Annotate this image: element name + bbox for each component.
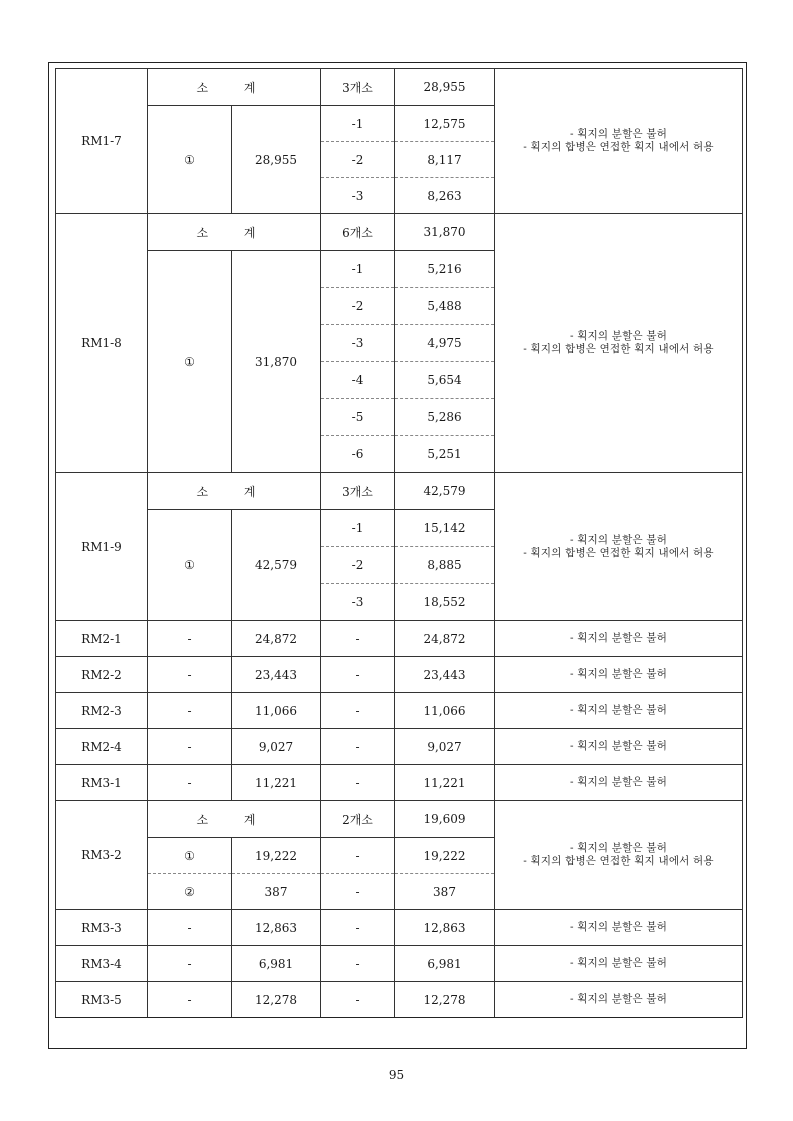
block-id: RM3-1: [56, 765, 148, 801]
group-mark: ①: [148, 510, 232, 621]
group-mark: -: [148, 657, 232, 693]
group-mark: -: [148, 693, 232, 729]
note-line: - 획지의 분할은 불허: [569, 128, 668, 140]
parcel-no: -: [321, 838, 395, 874]
group-area: 24,872: [232, 621, 321, 657]
parcel-no: -3: [321, 178, 395, 214]
block-id: RM3-3: [56, 910, 148, 946]
parcel-no: -: [321, 874, 395, 910]
group-mark: ②: [148, 874, 232, 910]
subtotal-label: 소 계: [148, 473, 321, 510]
block-note: [495, 801, 743, 910]
note-line: - 획지의 분할은 불허: [569, 776, 668, 788]
parcel-area: 8,263: [395, 178, 495, 214]
total-area: 24,872: [395, 621, 495, 657]
parcel-area: 5,488: [395, 288, 495, 325]
parcel-area: 18,552: [395, 584, 495, 621]
block-note: [495, 473, 743, 621]
table-row: [56, 214, 743, 251]
parcel-no: -: [321, 910, 395, 946]
block-note: [495, 982, 743, 1018]
parcel-area: 5,654: [395, 362, 495, 399]
note-line: - 획지의 합병은 연접한 획지 내에서 허용: [523, 343, 714, 355]
block-id: RM1-7: [56, 69, 148, 214]
block-id: RM1-8: [56, 214, 148, 473]
parcel-no: -2: [321, 547, 395, 584]
note-line: - 획지의 분할은 불허: [569, 632, 668, 644]
block-note: [495, 657, 743, 693]
total-area: 12,863: [395, 910, 495, 946]
table-row: [56, 801, 743, 838]
note-line: - 획지의 분할은 불허: [569, 993, 668, 1005]
table-row: [56, 657, 743, 693]
block-id: RM3-5: [56, 982, 148, 1018]
subtotal-label: 소 계: [148, 214, 321, 251]
parcel-no: -: [321, 621, 395, 657]
group-mark: -: [148, 729, 232, 765]
block-id: RM1-9: [56, 473, 148, 621]
note-line: - 획지의 분할은 불허: [569, 842, 668, 854]
block-id: RM2-3: [56, 693, 148, 729]
parcel-area: 4,975: [395, 325, 495, 362]
total-area: 6,981: [395, 946, 495, 982]
group-area: 12,863: [232, 910, 321, 946]
total-area: 11,221: [395, 765, 495, 801]
table-row: [56, 946, 743, 982]
note-line: - 획지의 분할은 불허: [569, 330, 668, 342]
parcel-count: 2개소: [321, 801, 395, 838]
parcel-no: -6: [321, 436, 395, 473]
block-id: RM3-4: [56, 946, 148, 982]
parcel-no: -2: [321, 288, 395, 325]
group-area: 11,066: [232, 693, 321, 729]
note-line: - 획지의 분할은 불허: [569, 740, 668, 752]
parcel-no: -: [321, 657, 395, 693]
parcel-count: 3개소: [321, 473, 395, 510]
parcel-no: -4: [321, 362, 395, 399]
table-row: [56, 982, 743, 1018]
note-line: - 획지의 분할은 불허: [569, 957, 668, 969]
group-area: 6,981: [232, 946, 321, 982]
parcel-area: 5,251: [395, 436, 495, 473]
subtotal-area: 42,579: [395, 473, 495, 510]
total-area: 12,278: [395, 982, 495, 1018]
parcel-no: -5: [321, 399, 395, 436]
group-mark: -: [148, 621, 232, 657]
table-row: [56, 473, 743, 510]
block-note: [495, 910, 743, 946]
parcel-area: 15,142: [395, 510, 495, 547]
note-line: - 획지의 분할은 불허: [569, 704, 668, 716]
parcel-no: -1: [321, 510, 395, 547]
table-row: [56, 69, 743, 106]
table-row: [56, 621, 743, 657]
parcel-no: -: [321, 693, 395, 729]
group-area: 9,027: [232, 729, 321, 765]
group-mark: -: [148, 982, 232, 1018]
parcel-no: -3: [321, 584, 395, 621]
group-area: 23,443: [232, 657, 321, 693]
group-mark: ①: [148, 838, 232, 874]
total-area: 19,222: [395, 838, 495, 874]
subtotal-label: 소 계: [148, 69, 321, 106]
note-line: - 획지의 합병은 연접한 획지 내에서 허용: [523, 141, 714, 153]
subtotal-area: 28,955: [395, 69, 495, 106]
parcel-table: [55, 68, 743, 1018]
table-row: [56, 693, 743, 729]
group-area: 42,579: [232, 510, 321, 621]
subtotal-label: 소 계: [148, 801, 321, 838]
group-area: 12,278: [232, 982, 321, 1018]
parcel-no: -1: [321, 251, 395, 288]
parcel-no: -: [321, 946, 395, 982]
group-area: 387: [232, 874, 321, 910]
block-id: RM2-4: [56, 729, 148, 765]
group-mark: -: [148, 910, 232, 946]
group-area: 19,222: [232, 838, 321, 874]
parcel-count: 6개소: [321, 214, 395, 251]
parcel-no: -: [321, 765, 395, 801]
table-row: [56, 729, 743, 765]
parcel-area: 8,117: [395, 142, 495, 178]
parcel-no: -: [321, 729, 395, 765]
parcel-area: 8,885: [395, 547, 495, 584]
parcel-area: 5,286: [395, 399, 495, 436]
total-area: 387: [395, 874, 495, 910]
total-area: 9,027: [395, 729, 495, 765]
total-area: 23,443: [395, 657, 495, 693]
group-mark: -: [148, 946, 232, 982]
parcel-no: -: [321, 982, 395, 1018]
block-note: [495, 729, 743, 765]
parcel-no: -3: [321, 325, 395, 362]
note-line: - 획지의 분할은 불허: [569, 668, 668, 680]
block-note: [495, 621, 743, 657]
block-id: RM2-1: [56, 621, 148, 657]
table-row: [56, 910, 743, 946]
block-note: [495, 214, 743, 473]
note-line: - 획지의 분할은 불허: [569, 921, 668, 933]
group-mark: ①: [148, 106, 232, 214]
group-area: 28,955: [232, 106, 321, 214]
block-note: [495, 69, 743, 214]
parcel-no: -1: [321, 106, 395, 142]
group-area: 31,870: [232, 251, 321, 473]
table-row: [56, 765, 743, 801]
parcel-area: 5,216: [395, 251, 495, 288]
block-id: RM3-2: [56, 801, 148, 910]
page-number: 95: [388, 1068, 405, 1082]
group-mark: ①: [148, 251, 232, 473]
group-mark: -: [148, 765, 232, 801]
subtotal-area: 19,609: [395, 801, 495, 838]
parcel-count: 3개소: [321, 69, 395, 106]
block-id: RM2-2: [56, 657, 148, 693]
parcel-no: -2: [321, 142, 395, 178]
block-note: [495, 693, 743, 729]
total-area: 11,066: [395, 693, 495, 729]
group-area: 11,221: [232, 765, 321, 801]
block-note: [495, 946, 743, 982]
subtotal-area: 31,870: [395, 214, 495, 251]
note-line: - 획지의 분할은 불허: [569, 533, 668, 546]
note-line: - 획지의 합병은 연접한 획지 내에서 허용: [523, 546, 714, 559]
note-line: - 획지의 합병은 연접한 획지 내에서 허용: [523, 855, 714, 867]
parcel-area: 12,575: [395, 106, 495, 142]
block-note: [495, 765, 743, 801]
